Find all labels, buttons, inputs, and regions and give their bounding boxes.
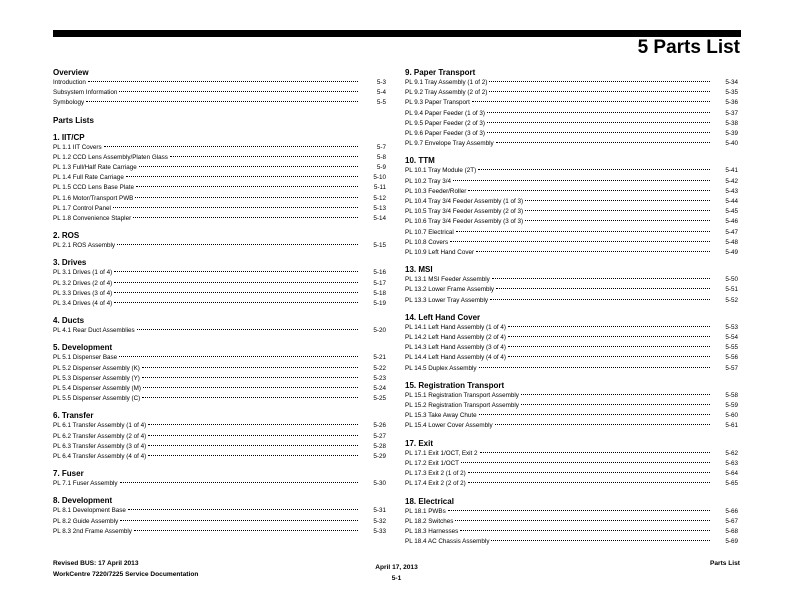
toc-entry[interactable] (53, 268, 386, 278)
dot-leader (114, 302, 358, 303)
section-heading: 9. Paper Transport (405, 68, 476, 77)
dot-leader (489, 91, 710, 92)
toc-entry-page: 5-30 (373, 480, 386, 488)
dot-leader (120, 520, 358, 521)
toc-entry-label: PL 8.2 Guide Assembly (53, 517, 119, 525)
toc-entry-page: 5-40 (725, 140, 738, 148)
toc-entry[interactable] (405, 119, 738, 129)
toc-entry[interactable] (405, 353, 738, 363)
toc-entry-label: PL 10.2 Tray 3/4 (405, 177, 451, 185)
toc-entry-page: 5-45 (725, 208, 738, 216)
dot-leader (521, 394, 710, 395)
section-heading: 6. Transfer (53, 411, 94, 421)
toc-entry[interactable] (53, 527, 386, 537)
toc-entry-label: PL 5.3 Dispenser Assembly (Y) (53, 374, 140, 382)
dot-leader (142, 397, 358, 398)
toc-entry-page: 5-31 (373, 507, 386, 515)
footer-center (0, 562, 793, 584)
dot-leader (496, 142, 710, 143)
toc-entry[interactable] (53, 452, 386, 462)
dot-leader (468, 482, 710, 483)
toc-entry-label: PL 13.3 Lower Tray Assembly (405, 296, 489, 304)
toc-entry-page: 5-21 (373, 354, 386, 362)
toc-entry-page: 5-47 (725, 228, 738, 236)
toc-entry-page: 5-64 (725, 470, 738, 478)
dot-leader (525, 210, 710, 211)
dot-leader (117, 244, 358, 245)
dot-leader (137, 329, 358, 330)
toc-entry[interactable] (53, 194, 386, 204)
toc-entry-page: 5-34 (725, 79, 738, 86)
toc-entry-label: PL 1.7 Control Panel (53, 204, 111, 212)
toc-entry[interactable] (405, 166, 738, 176)
toc-entry[interactable] (53, 432, 386, 442)
toc-entry[interactable] (405, 285, 738, 295)
toc-entry[interactable] (53, 299, 386, 309)
dot-leader (148, 445, 358, 446)
section-heading: Parts Lists (53, 115, 94, 125)
toc-entry-label: PL 6.1 Transfer Assembly (1 of 4) (53, 422, 147, 430)
toc-entry-label: PL 1.2 CCD Lens Assembly/Platen Glass (53, 153, 168, 161)
toc-entry[interactable] (405, 197, 738, 207)
section-heading: 10. TTM (405, 156, 435, 166)
toc-entry-page: 5-60 (725, 412, 738, 420)
toc-entry-page: 5-54 (725, 334, 738, 342)
toc-entry-page: 5-8 (376, 153, 386, 161)
dot-leader (453, 180, 710, 181)
toc-entry[interactable] (405, 401, 738, 411)
section-heading: Overview (53, 68, 89, 77)
toc-entry-label: PL 9.6 Paper Feeder (3 of 3) (405, 130, 485, 138)
toc-entry[interactable] (53, 204, 386, 214)
dot-leader (492, 278, 710, 279)
toc-entry-page: 5-20 (373, 327, 386, 335)
dot-leader (508, 326, 710, 327)
toc-entry[interactable] (53, 394, 386, 404)
toc-entry-label: PL 9.2 Tray Assembly (2 of 2) (405, 89, 488, 97)
toc-entry-label: PL 17.2 Exit 1/OCT (405, 459, 460, 467)
toc-entry-label: PL 8.3 2nd Frame Assembly (53, 527, 132, 535)
toc-entry-label: PL 5.2 Dispenser Assembly (K) (53, 364, 140, 372)
dot-leader (460, 530, 710, 531)
toc-entry-label: PL 9.4 Paper Feeder (1 of 3) (405, 109, 485, 117)
dot-leader (142, 367, 358, 368)
toc-entry-label: PL 2.1 ROS Assembly (53, 242, 116, 250)
dot-leader (461, 462, 710, 463)
toc-entry-label: PL 18.2 Switches (405, 517, 454, 525)
toc-entry-label: PL 14.3 Left Hand Assembly (3 of 4) (405, 344, 506, 352)
toc-entry[interactable] (53, 374, 386, 384)
toc-entry-page: 5-52 (725, 296, 738, 304)
dot-leader (104, 146, 358, 147)
toc-entry-label: PL 18.1 PWBs (405, 507, 446, 515)
toc-entry-page: 5-12 (373, 194, 386, 202)
toc-entry[interactable] (405, 479, 738, 489)
toc-entry[interactable] (405, 517, 738, 527)
toc-entry-page: 5-44 (725, 198, 738, 206)
toc-entry[interactable] (405, 391, 738, 401)
footer-doc-title: WorkCentre 7220/7225 Service Documentation (53, 571, 199, 578)
toc-entry-label: PL 13.1 MSI Feeder Assembly (405, 276, 490, 284)
dot-leader (128, 509, 358, 510)
dot-leader (143, 387, 358, 388)
dot-leader (86, 101, 358, 102)
dot-leader (525, 220, 710, 221)
toc-entry[interactable] (405, 527, 738, 537)
section-heading: 17. Exit (405, 438, 434, 448)
toc-entry[interactable] (53, 153, 386, 163)
dot-leader (489, 81, 710, 82)
toc-entry-page: 5-65 (725, 480, 738, 488)
toc-entry[interactable] (405, 507, 738, 517)
toc-entry[interactable] (405, 228, 738, 238)
dot-leader (450, 241, 710, 242)
toc-entry-page: 5-9 (376, 164, 386, 172)
dot-leader (134, 530, 358, 531)
toc-entry-label: PL 10.1 Tray Module (2T) (405, 167, 477, 175)
toc-entry-label: PL 1.6 Motor/Transport PWB (53, 194, 134, 202)
toc-entry-page: 5-42 (725, 177, 738, 185)
dot-leader (508, 336, 710, 337)
dot-leader (508, 356, 710, 357)
dot-leader (479, 414, 710, 415)
toc-entry-label: PL 9.5 Paper Feeder (2 of 3) (405, 119, 485, 127)
toc-entry-page: 5-28 (373, 442, 386, 450)
toc-entry-page: 5-26 (373, 422, 386, 430)
toc-right-column (405, 68, 738, 547)
dot-leader (119, 91, 358, 92)
toc-entry[interactable] (53, 384, 386, 394)
toc-entry-label: PL 14.4 Left Hand Assembly (4 of 4) (405, 354, 506, 362)
toc-entry[interactable] (53, 183, 386, 193)
dot-leader (508, 346, 710, 347)
toc-entry-label: PL 14.2 Left Hand Assembly (2 of 4) (405, 334, 506, 342)
toc-entry-label: PL 1.4 Full Rate Carriage (53, 174, 124, 182)
toc-entry-label: PL 1.1 IIT Covers (53, 143, 102, 151)
toc-entry[interactable] (405, 323, 738, 333)
toc-entry-page: 5-53 (725, 323, 738, 331)
dot-leader (472, 101, 710, 102)
dot-leader (491, 540, 710, 541)
toc-entry[interactable] (405, 537, 738, 547)
footer-page-number: 5-1 (391, 575, 402, 582)
toc-entry-label: PL 18.4 AC Chassis Assembly (405, 538, 490, 546)
toc-entry-label: PL 18.3 Harnesses (405, 527, 459, 535)
toc-entry[interactable] (53, 364, 386, 374)
toc-entry[interactable] (405, 248, 738, 258)
toc-entry-label: PL 10.3 Feeder/Roller (405, 187, 467, 195)
toc-entry[interactable] (405, 217, 738, 227)
toc-entry-page: 5-48 (725, 238, 738, 246)
footer-date: April 17, 2013 (375, 564, 418, 571)
toc-entry-page: 5-3 (376, 79, 386, 86)
toc-entry-page: 5-18 (373, 289, 386, 297)
toc-entry[interactable] (405, 129, 738, 139)
toc-entry[interactable] (53, 88, 386, 98)
footer-revision: Revised BUS: 17 April 2013 (53, 560, 139, 567)
toc-entry-page: 5-66 (725, 507, 738, 515)
toc-entry[interactable] (53, 289, 386, 299)
toc-entry-label: PL 1.8 Convenience Stapler (53, 215, 132, 223)
toc-entry-label: PL 6.3 Transfer Assembly (3 of 4) (53, 442, 147, 450)
toc-entry-label: PL 10.4 Tray 3/4 Feeder Assembly (1 of 3) (405, 198, 524, 206)
toc-entry-page: 5-39 (725, 130, 738, 138)
toc-entry-label: PL 9.3 Paper Transport (405, 99, 470, 107)
toc-entry[interactable] (53, 326, 386, 336)
section-heading: 1. IIT/CP (53, 132, 85, 142)
toc-entry-label: PL 5.5 Dispenser Assembly (C) (53, 395, 141, 403)
dot-leader (478, 169, 710, 170)
toc-entry-label: PL 10.6 Tray 3/4 Feeder Assembly (3 of 3) (405, 218, 524, 226)
toc-entry[interactable] (405, 449, 738, 459)
toc-entry[interactable] (405, 411, 738, 421)
toc-entry[interactable] (53, 143, 386, 153)
toc-entry[interactable] (53, 78, 386, 88)
header-rule (53, 30, 741, 37)
dot-leader (480, 452, 710, 453)
section-heading: 2. ROS (53, 231, 80, 241)
toc-entry[interactable] (405, 275, 738, 285)
toc-entry-label: PL 14.1 Left Hand Assembly (1 of 4) (405, 323, 506, 331)
toc-entry[interactable] (53, 173, 386, 183)
toc-entry[interactable] (53, 517, 386, 527)
toc-entry-label: PL 7.1 Fuser Assembly (53, 480, 118, 488)
toc-entry-page: 5-61 (725, 422, 738, 430)
toc-entry-page: 5-59 (725, 402, 738, 410)
dot-leader (479, 367, 710, 368)
dot-leader (114, 271, 358, 272)
dot-leader (525, 200, 710, 201)
toc-entry[interactable] (53, 421, 386, 431)
toc-entry-page: 5-23 (373, 374, 386, 382)
toc-entry-page: 5-35 (725, 89, 738, 97)
dot-leader (148, 424, 358, 425)
toc-entry-page: 5-41 (725, 167, 738, 175)
toc-entry[interactable] (53, 479, 386, 489)
dot-leader (139, 166, 358, 167)
dot-leader (468, 190, 710, 191)
dot-leader (448, 510, 710, 511)
toc-entry-page: 5-33 (373, 527, 386, 535)
toc-entry-label: PL 3.3 Drives (3 of 4) (53, 289, 113, 297)
toc-entry[interactable] (405, 177, 738, 187)
dot-leader (496, 288, 710, 289)
toc-entry[interactable] (405, 459, 738, 469)
toc-entry[interactable] (405, 207, 738, 217)
toc-entry-page: 5-56 (725, 354, 738, 362)
toc-entry-label: Subsystem Information (53, 89, 118, 97)
section-heading: 7. Fuser (53, 469, 84, 479)
toc-entry-page: 5-49 (725, 249, 738, 257)
toc-entry-page: 5-27 (373, 432, 386, 440)
section-heading: 15. Registration Transport (405, 380, 505, 390)
toc-entry[interactable] (405, 296, 738, 306)
toc-entry-label: PL 3.2 Drives (2 of 4) (53, 279, 113, 287)
toc-entry-label: PL 3.4 Drives (4 of 4) (53, 300, 113, 308)
toc-left-column (53, 68, 386, 537)
toc-entry[interactable] (53, 98, 386, 108)
toc-entry-label: PL 9.1 Tray Assembly (1 of 2) (405, 79, 488, 86)
toc-entry-label: PL 10.8 Covers (405, 238, 449, 246)
toc-entry-page: 5-37 (725, 109, 738, 117)
toc-entry-label: PL 5.1 Dispenser Base (53, 354, 118, 362)
toc-entry-label: PL 15.1 Registration Transport Assembly (405, 391, 519, 399)
toc-entry-page: 5-55 (725, 344, 738, 352)
toc-entry[interactable] (53, 214, 386, 224)
toc-entry[interactable] (405, 98, 738, 108)
dot-leader (490, 299, 710, 300)
toc-entry-label: PL 5.4 Dispenser Assembly (M) (53, 385, 141, 393)
toc-entry[interactable] (53, 279, 386, 289)
toc-entry-label: PL 17.3 Exit 2 (1 of 2) (405, 470, 466, 478)
dot-leader (495, 424, 710, 425)
toc-entry-label: PL 8.1 Development Base (53, 507, 126, 515)
section-heading: 13. MSI (405, 265, 433, 275)
toc-entry-page: 5-24 (373, 385, 386, 393)
dot-leader (119, 356, 358, 357)
dot-leader (468, 472, 710, 473)
toc-entry-label: PL 10.5 Tray 3/4 Feeder Assembly (2 of 3) (405, 208, 524, 216)
toc-entry-label: PL 9.7 Envelope Tray Assembly (405, 140, 494, 148)
toc-entry-label: PL 10.9 Left Hand Cover (405, 249, 475, 257)
toc-entry-label: PL 15.2 Registration Transport Assembly (405, 402, 519, 410)
dot-leader (170, 156, 358, 157)
toc-entry[interactable] (405, 109, 738, 119)
toc-entry-page: 5-4 (376, 89, 386, 97)
toc-entry-page: 5-25 (373, 395, 386, 403)
toc-entry-page: 5-17 (373, 279, 386, 287)
toc-entry-page: 5-10 (373, 174, 386, 182)
dot-leader (135, 197, 358, 198)
page-title: 5 Parts List (637, 37, 740, 58)
dot-leader (88, 81, 358, 82)
toc-entry-page: 5-63 (725, 459, 738, 467)
dot-leader (148, 455, 358, 456)
toc-entry-label: PL 15.4 Lower Cover Assembly (405, 422, 493, 430)
toc-entry-page: 5-15 (373, 242, 386, 250)
section-heading: 14. Left Hand Cover (405, 312, 481, 322)
dot-leader (113, 207, 358, 208)
toc-entry-page: 5-11 (373, 184, 386, 192)
toc-entry-label: PL 14.5 Duplex Assembly (405, 364, 477, 372)
dot-leader (142, 377, 358, 378)
toc-entry-page: 5-36 (725, 99, 738, 107)
toc-entry[interactable] (405, 469, 738, 479)
toc-entry-page: 5-22 (373, 364, 386, 372)
toc-entry-page: 5-46 (725, 218, 738, 226)
toc-entry[interactable] (405, 333, 738, 343)
toc-entry[interactable] (405, 78, 738, 88)
toc-entry-page: 5-57 (725, 364, 738, 372)
toc-entry[interactable] (53, 506, 386, 516)
dot-leader (120, 482, 358, 483)
section-heading: 3. Drives (53, 258, 87, 268)
toc-entry-label: PL 1.3 Full/Half Rate Carriage (53, 164, 137, 172)
toc-entry[interactable] (405, 139, 738, 149)
section-heading: 4. Ducts (53, 316, 85, 326)
dot-leader (136, 186, 358, 187)
toc-entry[interactable] (53, 163, 386, 173)
toc-entry-page: 5-14 (373, 215, 386, 223)
toc-entry[interactable] (405, 421, 738, 431)
toc-entry-page: 5-50 (725, 276, 738, 284)
toc-entry[interactable] (405, 364, 738, 374)
toc-entry[interactable] (53, 442, 386, 452)
footer-right (710, 558, 740, 569)
toc-entry-label: PL 17.4 Exit 2 (2 of 2) (405, 480, 466, 488)
section-heading: 5. Development (53, 343, 113, 353)
toc-entry-page: 5-16 (373, 269, 386, 277)
dot-leader (114, 282, 358, 283)
dot-leader (126, 176, 358, 177)
toc-entry[interactable] (53, 241, 386, 251)
toc-entry-label: PL 6.2 Transfer Assembly (2 of 4) (53, 432, 147, 440)
dot-leader (148, 435, 358, 436)
toc-entry-label: PL 1.5 CCD Lens Base Plate (53, 184, 134, 192)
dot-leader (521, 404, 710, 405)
toc-entry-page: 5-29 (373, 453, 386, 461)
dot-leader (114, 292, 358, 293)
toc-entry-label: PL 13.2 Lower Frame Assembly (405, 286, 495, 294)
toc-entry[interactable] (405, 187, 738, 197)
toc-entry[interactable] (53, 353, 386, 363)
toc-entry[interactable] (405, 88, 738, 98)
toc-entry-label: PL 3.1 Drives (1 of 4) (53, 269, 113, 277)
dot-leader (487, 122, 710, 123)
toc-entry-page: 5-58 (725, 391, 738, 399)
toc-entry-page: 5-38 (725, 119, 738, 127)
toc-entry-label: PL 15.3 Take Away Chute (405, 412, 477, 420)
toc-entry-page: 5-68 (725, 527, 738, 535)
toc-entry-label: PL 6.4 Transfer Assembly (4 of 4) (53, 453, 147, 461)
footer-section-name: Parts List (709, 560, 740, 567)
dot-leader (487, 132, 710, 133)
dot-leader (455, 520, 710, 521)
toc-entry-label: PL 10.7 Electrical (405, 228, 454, 236)
dot-leader (133, 217, 358, 218)
section-heading: 8. Development (53, 496, 113, 506)
toc-entry-page: 5-67 (725, 517, 738, 525)
section-heading: 18. Electrical (405, 496, 454, 506)
toc-entry-page: 5-32 (373, 517, 386, 525)
toc-entry[interactable] (405, 238, 738, 248)
toc-entry-label: Introduction (53, 79, 86, 86)
toc-entry-label: Symbology (53, 99, 85, 107)
toc-entry[interactable] (405, 343, 738, 353)
dot-leader (456, 231, 710, 232)
toc-entry-page: 5-43 (725, 187, 738, 195)
toc-entry-label: PL 4.1 Rear Duct Assemblies (53, 327, 135, 335)
toc-entry-page: 5-62 (725, 449, 738, 457)
toc-entry-page: 5-19 (373, 300, 386, 308)
dot-leader (476, 251, 710, 252)
toc-entry-page: 5-51 (725, 286, 738, 294)
dot-leader (487, 112, 710, 113)
toc-entry-page: 5-69 (725, 538, 738, 546)
toc-entry-page: 5-5 (376, 99, 386, 107)
toc-entry-page: 5-13 (373, 204, 386, 212)
toc-entry-page: 5-7 (376, 143, 386, 151)
toc-entry-label: PL 17.1 Exit 1/OCT, Exit 2 (405, 449, 478, 457)
